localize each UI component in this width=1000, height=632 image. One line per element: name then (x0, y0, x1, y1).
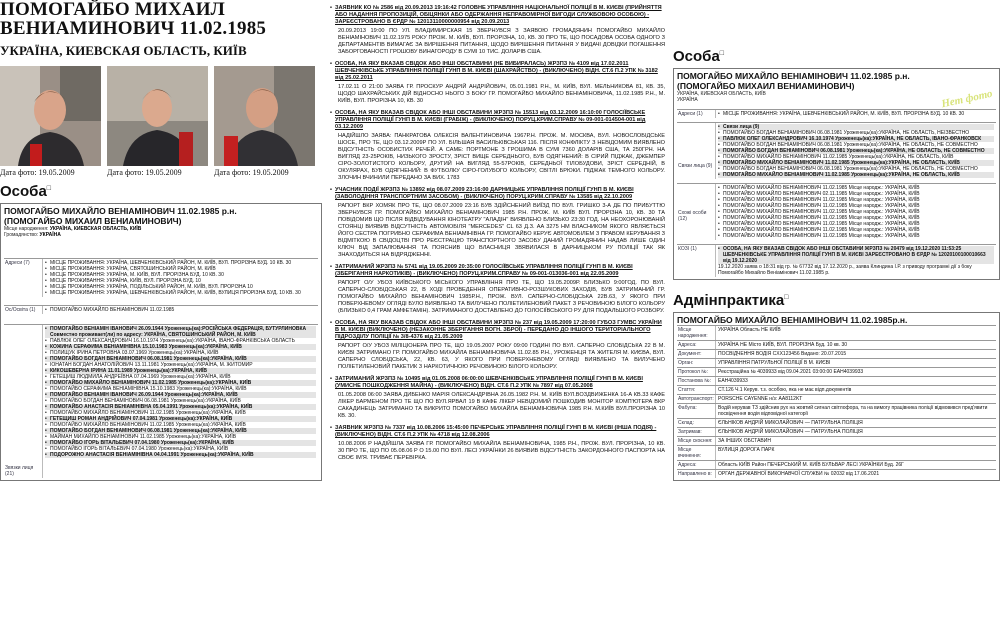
admin-section-title (673, 292, 1000, 309)
admin-row-value: Область КИЇВ Район ПЕЧЕРСЬКИЙ М. КИЇВ БУЛЬВАР ЛЕСІ УКРАЇНКИ Буд. 26Г (715, 461, 996, 469)
left-links-label: Звязки лиця (21) (5, 465, 34, 477)
right-person-alt: (ПОМОГАЙБО МИХАИЛ ВЕНИАМИНОВИЧ) (677, 81, 855, 91)
admin-row (677, 436, 996, 445)
left-citizenship-value: УКРАЇНА (39, 232, 61, 238)
right-address-value (715, 110, 996, 118)
photo-3-caption: Дата фото: 19.05.2009 (214, 168, 289, 177)
left-docs-value (42, 306, 318, 314)
right-link-item[interactable]: • ПОМОГАЙБО БОГДАН ВЕНІАМІНОВИЧ 06.08.1981 Уроженець(ка):УКРАЇНА, НЕ ОБЛАСТЬ, НЕ СОВМЕСТНО (718, 166, 994, 172)
link-item[interactable]: • ПОЛИЩУК ІРИНА ПЕТРОВНА 03.07.1969 Уроженець(ка):УКРАЇНА, КИЇВ (45, 350, 316, 356)
admin-row-value: ЄЛЬНІКОВ АНДРІЙ МИКОЛАЙОВИЧ — ПАТРУЛЬНА ПОЛІЦІЯ (715, 419, 996, 427)
right-link-item[interactable]: • Связи лица (9) (718, 124, 994, 130)
record-body: 10.08.2006 Р НАДІЙШЛА ЗАЯВА ГР. ПОМОГАЙБО МИХАЙЛА ВЕНІАМІНОВИЧА, 1985 Р.Н., ПРОЖ. ВУЛ. ПРОРІЗНА, 10 КВ. 30 ПРО ТЕ, ЩО ПО 05.08.06 Р О 15.00 ПО ВУЛ. ЛЕСІ УКРАЇНКИ 26 ВИЯВИВ ВІДСУТНІСТЬ ЗАКОРДОННОГО ПАСПОРТА НА СВОЄ ІМ'Я. ТРИВАЄ ПЕРЕВІРКА. (338, 441, 665, 461)
admin-row-label: Місце народження: (678, 327, 708, 339)
link-item[interactable]: • КОЖИНА СЕРАФИМА ВЕНІАМІНІВНА 15.10.1983 Уроженець(ка):УКРАЇНА, КИЇВ (45, 344, 316, 350)
link-item[interactable]: • ПОМОГАЙБО МИХАЙЛО ВЕНІАМІНОВИЧ 11.02.1985 Уроженець(ка):УКРАЇНА, КИЇВ (45, 422, 316, 428)
right-person-name: ПОМОГАЙБО МИХАЙЛО ВЕНІАМІНОВИЧ 11.02.1985 р.н. (677, 71, 910, 81)
admin-row-label: Стаття: (678, 387, 696, 393)
link-item[interactable]: • ГЕТЕЩИШ ЛЮДМИЛА АНДРЕЇВНА 07.04.1969 Уроженець(ка):УКРАЇНА, КИЇВ (45, 374, 316, 380)
right-address-row (677, 109, 996, 118)
admin-row-value: УКРАЇНА НЕ Місто КИЇВ, ВУЛ. ПРОРІЗНА Буд. 10 кв. 30 (715, 341, 996, 349)
record-heading[interactable]: • УЧАСНИК ПОДІЇ ЖРЗПЗ № 13892 від 08.07.2009 23:16:00 ДАРНИЦЬКЕ УПРАВЛІННЯ ПОЛІЦІЇ ГУНП В М. КИЄВІ (ЗАВОЛОДІННЯ ТРАНСПОРТНИМ ЗАСОБОМ) - (ВИКЛЮЧЕНО) ПОРУЦ.КРИМ.СПРАВУ № 13585 від 22.10.2009 (330, 187, 665, 201)
link-item[interactable]: • КИКОШЕВЕРНА ІРИНА 11.01.1989 Уроженець(ка):УКРАЇНА, КИЇВ (45, 368, 316, 374)
record-heading[interactable]: • ОСОБА, НА ЯКУ ВКАЗАВ СВІДОК АБО ІНШІ ОБСТАВИНИ (НЕ ВИБИРАЛАСЬ) ЖРЗПЗ № 4109 від 17.02.2011 ШЕВЧЕНКІВСЬКЕ УПРАВЛІННЯ ПОЛІЦІЇ ГУНП В М. КИЄВІ (ШАХРАЙСТВО) - (ВИКЛЮЧЕНО) ВІДН. СТ.6 П.2 УПК № 3182 від 25.02.2011 (330, 61, 665, 82)
left-address-item[interactable]: • МІСЦЕ ПРОЖИВАННЯ: УКРАЇНА, М. КИЇВ, ВУЛ. ПРОРІЗНА БУД. 10 КВ. 30 (45, 272, 316, 278)
record-heading[interactable]: • ЗАТРИМАНИЙ ЖРЗПЗ № 10495 від 01.05.2008 06:00:00 ШЕВЧЕНКІВСЬКЕ УПРАВЛІННЯ ПОЛІЦІЇ ГУНП В М. КИЄВІ (УМИСНЕ ПОШКОДЖЕННЯ МАЙНА) - (ВИКЛЮЧЕНО) ВІДН. СТ.6 П.2 УПК № 7897 від 07.05.2008 (330, 376, 665, 390)
right-link-item[interactable]: • ПАВЛЮК ОЛЕГ ОЛЕКСАНДРОВИЧ 16.10.1974 Уроженець(ка):УКРАЇНА, НЕ ОБЛАСТЬ, ІВАНО-ФРАНКОВСК (718, 136, 994, 142)
admin-row-value: ЕАН4039933 (715, 377, 996, 385)
left-citizenship-row (4, 232, 318, 238)
right-docs-label: Схожі особи (12) (678, 210, 707, 222)
left-docs-row (4, 305, 318, 314)
right-kozi-value (715, 245, 996, 277)
admin-row (677, 349, 996, 358)
kozi-note: 19.12.2020 заява о 18:31 від гр. № 67732 від 17.12.2020 р., заява Клиндина І.Р. з приводу програмні дії з боку Помогайбо Михайло Веніамінович 11.02.1985 р. (718, 264, 972, 276)
left-address-item[interactable]: • МІСЦЕ ПРОЖИВАННЯ: УКРАЇНА, ПОДІЛЬСЬКИЙ РАЙОН, М. КИЇВ, ВУЛ. ПРОРІЗНА 10 (45, 284, 316, 290)
photo-3[interactable] (214, 66, 315, 166)
admin-row-value: ПОСВІДЧЕННЯ ВОДІЯ CXX123456 Видано: 20.07.2015 (715, 350, 996, 358)
left-address-item[interactable]: • МІСЦЕ ПРОЖИВАННЯ: УКРАЇНА, КИЇВ, ВУЛ. ПРОРІЗНА БУД. 10 (45, 278, 316, 284)
link-item[interactable]: • ГЕТЕЩИШ РОМАН АНДРІЙОВИЧ 07.04.1981 Уроженець(ка):УКРАЇНА, КИЇВ (45, 416, 316, 422)
right-link-item[interactable]: • ПОМОГАЙБО БОГДАН ВЕНІАМІНОВИЧ 06.08.1981 Уроженець(ка):УКРАЇНА, НЕ ОБЛАСТЬ, НЕІЗВЕСТНО (718, 130, 994, 136)
admin-row-label: Місце скоєння: (678, 438, 713, 444)
admin-row-label: Місце вчинення: (678, 447, 701, 459)
left-section-marker: □ (46, 185, 52, 192)
photo-2[interactable] (107, 66, 208, 166)
admin-row-value: Водій керував ТЗ здійснив рух на жовтий сигнал світлофора, та на вимогу працівника поліції відмовився пред'явити посвідчення водія відповідної категорії (715, 404, 996, 418)
admin-row-value: УКРАЇНА Область НЕ КИЇВ (715, 326, 996, 340)
left-person-alt: (ПОМОГАЙБО МИХАИЛ ВЕНИАМИНОВИЧ) (4, 216, 182, 226)
left-column (0, 0, 322, 632)
record-heading[interactable]: • ЗАЯВНИК ЖРЗПЗ № 7337 від 10.08.2006 15:45:00 ПЕЧЕРСЬКЕ УПРАВЛІННЯ ПОЛІЦІЇ ГУНП В М. КИЄВІ (ІНША ПОДІЯ) - (ВИКЛЮЧЕНО) ВІДН. СТ.6 П.2 УПК № 4718 від 12.08.2006 (330, 425, 665, 439)
admin-row (677, 418, 996, 427)
left-section-label: Особа (0, 183, 47, 200)
record-entry (330, 5, 665, 56)
similar-person-item[interactable]: • ПОМОГАЙБО МИХАЙЛО ВЕНІАМІНОВИЧ 11.02.1985 Місце народж.: УКРАЇНА, КИЇВ (718, 227, 994, 233)
admin-row-value: ЄЛЬНІКОВ АНДРІЙ МИКОЛАЙОВИЧ — ПАТРУЛЬНА ПОЛІЦІЯ (715, 428, 996, 436)
main-title-line1: ПОМОГАЙБО МИХАИЛ (0, 0, 226, 20)
link-item[interactable]: • ПОДОРОЖНО АНАСТАСІЯ ВЕНІАМІНІВНА 04.04.1991 Уроженець(ка):УКРАЇНА, КИЇВ (45, 452, 316, 458)
photo-2-image (107, 66, 208, 166)
record-entry (330, 376, 665, 420)
record-entry (330, 187, 665, 259)
photo-1-caption: Дата фото: 19.05.2009 (0, 168, 75, 177)
similar-person-item[interactable]: • ПОМОГАЙБО МИХАЙЛО ВЕНІАМІНОВИЧ 11.02.1985 Місце народж.: УКРАЇНА, КИЇВ (718, 209, 994, 215)
left-docs-label: Ос/Освіта (1) (5, 307, 36, 313)
left-section-title (0, 183, 322, 200)
right-address-item[interactable]: • МІСЦЕ ПРОЖИВАННЯ: УКРАЇНА, ШЕВЧЕНКІВСЬКИЙ РАЙОН, М. КИЇВ, ВУЛ. ПРОРІЗНА БУД. 10 КВ. 30 (718, 111, 994, 117)
photo-block-2 (107, 66, 208, 177)
link-item[interactable]: • ПОМОГАЙБО ВЕНІАМІН ІВАНОВИЧ 26.09.1944 Уроженець(ка):РОСІЙСЬКА ФЕДЕРАЦІЯ, БУТУРЛИНОВКА Совместно проживает(ли) по адресу: УКРАЇНА, СВЯТОШИНСЬКИЙ РАЙОН, М. КИЇВ (45, 326, 316, 338)
record-entry (330, 320, 665, 371)
photo-1[interactable] (0, 66, 101, 166)
right-kozi-row (677, 244, 996, 277)
record-body: 20.09.2013 19:00 ПО УЛ. ВЛАДИМИРСКАЯ 15 ЗВЕРНУВСЯ З ЗАЯВОЮ ГРОМАДЯНИН ПОМОГАЙБО МИХАЙЛО ВЕНІАМІНОВИЧ 11.02.1975 РОКУ ПРОЖ. М. КИЇВ, ВУЛ. ПРОРІЗНА, 10, КВ. 30 ПРО ТЕ, ЩО ПОСАДОВА ОСОБА ОДНОГО З ДЕПАРТАМЕНТІВ ВИМАГАЄ ЗА ВИРІШЕННЯ ПИТАННЯ, ЩОДО ВИРІШЕННЯ ПИТАННЯ У ВИДАЧІ ДОВІДКИ ПОГАШЕННЯ ЗАБОРГОВАНОСТІ ГРОШОВУ ВИНАГОРОДУ В СУМІ 10 ТИС. ДОЛАРІВ США. (338, 28, 665, 55)
record-body: 17.02.11 О 21:00 ЗАЯВА ГР. ПРОСКУР АНДРІЙ АНДРІЙОВИЧ, 05.01.1981 Р.Н., М. КИЇВ, ВУЛ. МЕЛЬНИКОВА 81, КВ. 35, ЩОДО ШАХРАЙСЬКИХ ДІЙ ВІДНОСНО НЬОГО З БОКУ ГР. ПОМОГАЙБО МИХАЙЛО ВЕНІАМІНОВИЧА, 11.02.1985 Р.Н., М. КИЇВ, ВУЛ. ПРОРІЗНА 10, КВ. 30 (338, 84, 665, 104)
record-body: РАПОРТ ВКР ХОМЯК ПРО ТЕ, ЩО 08.07.2009 23:16 БУВ ЗДІЙСНЕНИЙ ВИЇЗД ПО ВУЛ. ГРИШКО 3-А ДЕ ПО ПРИБУТТЮ ЗВЕРНУВСЯ ГР. ПОМОГАЙБО МИХАЙЛО ВЕНІАМІНОВИЧ 1985 Р.Н. ПРОЖ. М. КИЇВ ВУЛ. ПРОРІЗНА 10, КВ. 30 ТА ПОВІДОМИВ ЩО ПІСЛЯ ВІДВІДУВАННЯ КІНОТЕАТРУ "АЛАДІН" ВИЯВЛЕНО БЛИЗЬКО 23:30 ГОД. НА НЕОХОРОНЮВАНІЙ СТОЯНЦІ ВИЯВИВ ВІДСУТНІСТЬ АВТОМОБІЛЯ "MERCEDES" СL 63 Д.З. AA 3275 НМ ВЛАСНИКОМ ЯКОГО ЯВЛЯЄТЬСЯ ЙОГО СЕСТРА ПОГРИБНО СЕРАФИМА ВЕНІАМІНІВНА ГР. ПОМОГАЙБО КЕРУЄ АВТОМОБІЛЕМ З ПРАВОМ КЕРУВАННЯ З ВІДМІТКОЮ В СВІДОЦТВІ ПРО РЕЄСТРАЦІЮ ТРАНСПОРТНОГО ЗАСОБУ ДАНИЙ ГРОМАДЯНИН НАДАВ ЛИШЕ ОДИН КЛЮЧ ВІД ЗАПАЛЮВАННЯ ТА ПОЯСНИВ ЩО ВЛАСНИЦЯ ЗВЯВИЛАСЯ В ДАРНИЦЬКОМ РУ ПОЛІЦІЇ ТАК ЯК ЗНАХОДИТЬСЯ НА ВІДРЯДЖЕННІ. (338, 203, 665, 258)
left-address-item[interactable]: • МІСЦЕ ПРОЖИВАННЯ: УКРАЇНА, СВЯТОШИНСЬКИЙ РАЙОН, М. КИЇВ (45, 266, 316, 272)
admin-row-value: ОРГАН ДЕРЖАВНОЇ ВИКОНАВЧОЇ СЛУЖБИ № 02032 від 17.06.2021 (715, 470, 996, 478)
admin-person-name: ПОМОГАЙБО МИХАЙЛО ВЕНІАМІНОВИЧ 11.02.1985р.н. (677, 315, 908, 325)
right-section-title (673, 48, 1000, 65)
record-heading[interactable]: • ОСОБА, НА ЯКУ ВКАЗАВ СВІДОК АБО ІНШІ ОБСТАВИНИ ЖРЗПЗ № 15513 від 03.12.2009 16:10:00 ГОЛОСІЇВСЬКЕ УПРАВЛІННЯ ПОЛІЦІЇ ГУНП В М. КИЄВІ (ГРАБІЖ) - (ВИКЛЮЧЕНО) ПОРУЦ.КРИМ.СПРАВУ № 09-001-014504-001 від 03.12.2009 (330, 110, 665, 131)
similar-person-item[interactable]: • ПОМОГАЙБО МИХАЙЛО ВЕНІАМІНОВИЧ 11.02.1985 Місце народж.: УКРАЇНА, КИЇВ (718, 215, 994, 221)
admin-card (673, 312, 1000, 481)
record-body: НАДІЙШЛО ЗАЯВА: ПАНКРАТОВА ОЛЕКСІЯ ВАЛЕНТИНОВИЧА 1967Р.Н. ПРОЖ. М. МОСКВА, ВУЛ. НОВОСЛОБІДСЬКЕ ШОСЕ, ПРО ТЕ, ЩО 03.12.2009Р ПО УЛ. БІЛЬШАЯ ВАСИЛЬКІВСЬКАЯ 116. ПІСЛЯ КОНФЛІКТУ З НЕВІДОМИМ ВИЯВЛЕНО ВІДСУТНІСТЬ ОСОБИСТИХ РЕЧЕЙ. А САМЕ: ПОРТМОНЕ З ГРОШИМА В СУМІ 7360 ДОЛАРІВ США, ТА 250ГРН. НА ВИГЛЯД 23-25РОКІВ, НИЗЬКОГО ЗРОСТУ, ЗРІСТ ВИЩЕ СЕРЕДНЬОГО, БУВ ОДЯГНЕНИЙ: В СІРИЙ ПІДЖАК, ДЖЕМПЕР СІРО-ЗОЛОТИСТОГО КОЛЬОРУ, ДРУГИЙ НА ВИГЛЯД 55-57РОКІВ, СЕРЕДНЬОЇ ТІЛОБУДОВИ, ЗРІСТ СЕРЕДНІЙ, В ОКУЛЯРАХ, БУВ ОДЯГНЕНИЙ: В ФУТБОЛКУ СІРО-ГОЛУБОГО КОЛЬОРУ, СВІТЛІ БРЮКИ. ПІДЖАК ТЕМНОГО КОЛЬОРУ. ЗЛОЧИН ВЧИНИЛИ ПЕРЕДАНО ЗА ВИХ. 1783 (338, 133, 665, 181)
record-heading[interactable]: • ОСОБА, НА ЯКУ ВКАЗАВ СВІДОК АБО ІНШІ ОБСТАВИНИ ЖРЗПЗ № 237 від 19.05.2009 17:20:00 ГУБОЗ ГУМВС УКРАЇНИ В М. КИЄВІ (ВИКЛЮЧЕНО) (НЕЗАКОННЕ ЗБЕРІГАННЯ ВОГН. ЗБРОЇ) - ПЕРЕДАНО ДО ІНШОГО ТЕРИТОРІАЛЬНОГО ПІДРОЗДІЛУ ПОЛІЦІЇ № 3/8-4376 від 21.05.2009 (330, 320, 665, 341)
photo-2-caption: Дата фото: 19.05.2009 (107, 168, 182, 177)
right-link-item[interactable]: • ПОМОГАЙБО МИХАЙЛО ВЕНІАМІНОВИЧ 11.02.1985 Уроженець(ка):УКРАЇНА, НЕ ОБЛАСТЬ, КИЇВ (718, 154, 994, 160)
admin-row (677, 385, 996, 394)
left-address-list (42, 259, 318, 297)
left-person-card (0, 203, 322, 481)
photo-strip (0, 66, 322, 177)
admin-row-label: Протокол №: (678, 369, 709, 375)
admin-row-label: Направлено в: (678, 471, 712, 477)
left-links-row (4, 324, 318, 478)
photo-block-1 (0, 66, 101, 177)
link-item[interactable]: • ПАВЛЮК ОЛЕГ ОЛЕКСАНДРОВИЧ 16.10.1974 Уроженець(ка):УКРАЇНА, ІВАНО-ФРАНКІВСЬКА ОБЛАСТЬ (45, 338, 316, 344)
admin-row-label: Постанова №: (678, 378, 711, 384)
main-title-line2: ВЕНИАМИНОВИЧ 11.02.1985 (0, 18, 267, 39)
admin-row-value: ЗА ІНШИХ ОБСТАВИН (715, 437, 996, 445)
link-item[interactable]: • ПОМОГАЙБО АНАСТАСІЯ ВЕНІАМІНІВНА 05.04.1991 Уроженець(ка):УКРАЇНА, КИЇВ (45, 404, 316, 410)
record-entry (330, 264, 665, 315)
admin-row (677, 460, 996, 469)
similar-person-item[interactable]: • ПОМОГАЙБО МИХАЙЛО ВЕНІАМІНОВИЧ 11.02.1985 Місце народж.: УКРАЇНА, КИЇВ (718, 221, 994, 227)
photo-block-3 (214, 66, 315, 177)
admin-row-label: Адреса: (678, 462, 697, 468)
no-photo-watermark: Нет фото (940, 87, 994, 111)
admin-row (677, 403, 996, 418)
admin-row-value: УПРАВЛІННЯ ПАТРУЛЬНОЇ ПОЛІЦІЇ В М. КИЄВІ (715, 359, 996, 367)
right-birth-value: УКРАЇНА, КИЕВСКАЯ ОБЛАСТЬ, КИЇВ (677, 91, 766, 97)
right-kozi-label: КОЗІ (1) (678, 246, 697, 252)
left-docs-item[interactable]: • ПОМОГАЙБО МИХАЙЛО ВЕНІАМІНОВИЧ 11.02.1985 (45, 307, 316, 313)
admin-row (677, 394, 996, 403)
right-link-item[interactable]: • ПОМОГАЙБО МИХАЙЛО ВЕНІАМІНОВИЧ 11.02.1985 Уроженець(ка):УКРАЇНА, НЕ ОБЛАСТЬ, КИЇВ (718, 160, 994, 166)
admin-row-value: СТ.126 Ч.1 Керув. т.з. особою, яка не має відп.документів (715, 386, 996, 394)
left-links-list (42, 325, 318, 478)
similar-person-item[interactable]: • ПОМОГАЙБО МИХАЙЛО ВЕНІАМІНОВИЧ 02.11.1985 Місце народж.: УКРАЇНА, КИЇВ (718, 191, 994, 197)
record-body: 01.05.2008 06:00 ЗАЯВА ДИБЕНКО МАРІЯ ОЛЕКСАНДРІВНА 26.05.1982 Р.Н. М. КИЇВ ВУЛ.ВОЗДВИЖЕНКА 16-А КВ.33 КАФЕ ЛІКЕР БАРМЕНОМ ПРО ТЕ ЩО ПО ВУЛ.ЯРВАЛ 19 В КАФЕ ЛІКЕР НЕВІДОМИЙ ПОШКОДИВ МОНІТОР КОМП'ЮТЕРА ВКР САКАДИНЕЦЬ ЗАТРИМАНО ТА ВИКРИТО ПОМОГАЙБО МИХАЙЛА ВЕНІАМІНОВИЧА 1985 Р.Н. М.КИЇВ ВУЛ.ПРОРІЗНА 10 КВ. 30. (338, 392, 665, 419)
link-item[interactable]: • ПОМОГАЙБО БОГДАН ВЕНІАМІНОВИЧ 06.08.1981 Уроженець(ка):УКРАЇНА, КИЇВ (45, 356, 316, 362)
link-item[interactable]: • ПОМОГАЙБО ВЕНІАМІН ІВАНОВИЧ 26.09.1944 Уроженець(ка):УКРАЇНА, КИЇВ (45, 392, 316, 398)
right-link-item[interactable]: • ПОМОГАЙБО МИХАЙЛО ВЕНІАМІНОВИЧ 11.02.1985 Уроженець(ка):УКРАЇНА, НЕ ОБЛАСТЬ, КИЇВ (718, 172, 994, 178)
photo-3-image (214, 66, 315, 166)
link-item[interactable]: • ПОМОГАЙБО ІГОРЬ ВІТАЛЬЕВИЧ 07.04.1980 Уроженець(ка):УКРАЇНА, КИЇВ (45, 446, 316, 452)
record-entry (330, 61, 665, 105)
admin-row-value: PORSCHE CAYENNE н/з: AA8112KТ (715, 395, 996, 403)
admin-row (677, 427, 996, 436)
record-body: РАПОРТ О/У УБОЗ КИЇВСЬКОГО МІСЬКОГО УПРАВЛІННЯ ПРО ТЕ, ЩО 19.05.2009Р. БЛИЗЬКО 9:00ГОД. ПО ВУЛ. САПЕРНО-СЛОБІДСЬКАЯ 22, В ХОДІ ПРОВЕДЕННЯ ОПЕРАТИВНО-РОЗШУКОВИХ ЗАХОДІВ, БУВ ЗАТРИМАНИЙ ГР. ПОМОГАЙБО МИХАЙЛО ВЕНІАМІНОВИЧ 1985Р.Н., ПРОЖ. ВУЛ. САПЕРНО-СЛОБІДСЬКА 22В.63, У ЯКОГО ПРИ ПОВЕРХНЕВОМУ ОГЛЯДІ БУЛО ВИЯВЛЕНО ТА ВИЛУЧЕНО ПОЛІЕТИЛЕНОВИЙ ПАКЕТ З РЕЧОВИНОЮ БІЛОГО КОЛЬОРУ (БЛИЗЬКО 0,4 ГРАМ АМФЕТАМІН). ЗАТРИМАНОГО ДОСТАВЛЕНО ДО ГОЛОСІЇВСЬКОГО РУ ДЛЯ ПОДАЛЬШОГО РОЗБОРУ. (338, 280, 665, 314)
right-docs-row (677, 183, 996, 240)
right-section-label: Особа (673, 48, 720, 65)
right-section-marker: □ (719, 50, 725, 57)
link-item[interactable]: • ПОМОГАЙБО БОГДАН ВЕНІАМІНОВИЧ 06.08.1981 Уроженець(ка):УКРАЇНА, КИЇВ (45, 398, 316, 404)
kozi-item[interactable]: • ОСОБА, НА ЯКУ ВКАЗАВ СВІДОК АБО ІНШІ ОБСТАВИНИ ЖРЗПЗ № 20479 від 19.12.2020 11:53:25 ШЕВЧЕНКІВСЬКЕ УПРАВЛІННЯ ПОЛІЦІЇ ГУНП В М. КИЄВІ ЗАРЕЄСТРОВАНО В ЄРДР № 12020100100010663 від 19.12.2020 (718, 246, 994, 264)
admin-row-label: Затримав: (678, 429, 702, 435)
admin-row-label: Автотранспорт: (678, 396, 714, 402)
left-address-row (4, 258, 318, 297)
right-docs-list (715, 184, 996, 240)
right-links-label: Связи лица (9) (678, 163, 713, 169)
right-column (673, 0, 1000, 632)
admin-row-label: Склад: (678, 420, 694, 426)
similar-person-item[interactable]: • ПОМОГАЙБО МИХАЙЛО ВЕНІАМІНОВИЧ 11.02.1985 Місце народж.: УКРАЇНА, КИЇВ (718, 233, 994, 239)
left-birth-value: УКРАЇНА, КИЕВСКАЯ ОБЛАСТЬ, КИЇВ (49, 226, 142, 232)
admin-row (677, 325, 996, 340)
link-item[interactable]: • МАЙМАН МИХАЙЛО ВЕНІАМІНОВИЧ 11.02.1985 Уроженець(ка):УКРАЇНА, КИЇВ (45, 434, 316, 440)
admin-section-label: Адмінпрактика (673, 292, 785, 309)
admin-row (677, 367, 996, 376)
left-address-item[interactable]: • МІСЦЕ ПРОЖИВАННЯ: УКРАЇНА, ШЕВЧЕНКІВСЬКИЙ РАЙОН, М. КИЇВ, ВУЛ. ПРОРІЗНА БУД. 10 КВ. 30 (45, 260, 316, 266)
link-item[interactable]: • ПОМОГАЙБО СЕРАФИМА ВЕНІАМІНІВНА 15.10.1983 Уроженець(ка):УКРАЇНА, КИЇВ (45, 386, 316, 392)
similar-person-item[interactable]: • ПОМОГАЙБО МИХАЙЛО ВЕНІАМІНОВИЧ 11.02.1985 Місце народж.: УКРАЇНА, КИЇВ (718, 203, 994, 209)
link-item[interactable]: • ПОМОГАЙБО БОГДАН ВЕНІАМІНОВИЧ 06.08.1981 Уроженець(ка):УКРАЇНА, КИЇВ (45, 428, 316, 434)
record-heading[interactable]: • ЗАТРИМАНИЙ ЖРЗПЗ № 5741 від 19.05.2009 20:35:00 ГОЛОСІЇВСЬКЕ УПРАВЛІННЯ ПОЛІЦІЇ ГУНП В М. КИЄВІ (ЗБЕРІГАННЯ НАРКОТИКІВ) - (ВИКЛЮЧЕНО) ПОРУЦ.КРИМ.СПРАВУ № 09-001-013036-001 від 22.05.2009 (330, 264, 665, 278)
link-item[interactable]: • ІОНАТАН БОГДАН АНАТОЛІЙОВИЧ 13.11.1981 Уроженець(ка):УКРАЇНА, М. ЖИТОМИР (45, 362, 316, 368)
right-link-item[interactable]: • ПОМОГАЙБО БОГДАН ВЕНІАМІНОВИЧ 06.08.1981 Уроженець(ка):УКРАЇНА, НЕ ОБЛАСТЬ, НЕ СОВМЕСТНО (718, 148, 994, 154)
right-person-card (673, 68, 1000, 280)
record-heading[interactable]: • ЗАЯВНИК КО № 2586 від 20.09.2013 19:16:42 ГОЛОВНЕ УПРАВЛІННЯ НАЦІОНАЛЬНОЇ ПОЛІЦІЇ В М. КИЄВІ (ПРИЙНЯТТЯ АБО НАДАННЯ ПРОПОЗИЦІЙ, ОБІЦЯНКИ АБО ОДЕРЖАННЯ НЕПРАВОМІРНОЇ ВИГОДИ СЛУЖБОВОЮ ОСОБОЮ) - ЗАРЕЄСТРОВАНО В ЄРДР № 12013110000000954 від 20.09.2013 (330, 5, 665, 26)
admin-row-value: Реєстраційна № 4039933 від 09.04.2021 03:00:00 ЕАН4039933 (715, 368, 996, 376)
middle-column (330, 0, 665, 632)
right-links-row (677, 122, 996, 179)
similar-person-item[interactable]: • ПОМОГАЙБО МИХАЙЛО ВЕНІАМІНОВИЧ 11.02.1985 Місце народж.: УКРАЇНА, КИЇВ (718, 185, 994, 191)
record-entry (330, 425, 665, 462)
right-address-label: Адреси (1) (678, 111, 703, 117)
link-item[interactable]: • ПОМОГАЙБО ІГОРЬ ВІТАЛЬЕВИЧ 07.04.1980 Уроженець(ка):УКРАЇНА, КИЇВ (45, 440, 316, 446)
admin-row (677, 445, 996, 460)
right-links-list (715, 123, 996, 179)
admin-row-value: ВУЛИЦЯ ДОРОГА ПАРК (715, 446, 996, 460)
admin-row-label: Фабула: (678, 405, 697, 411)
admin-section-marker: □ (784, 294, 789, 301)
record-entry (330, 110, 665, 182)
right-link-item[interactable]: • ПОМОГАЙБО БОГДАН ВЕНІАМІНОВИЧ 06.08.1981 Уроженець(ка):УКРАЇНА, НЕ ОБЛАСТЬ, НЕ СОВМЕСТНО (718, 142, 994, 148)
left-person-name: ПОМОГАЙБО МИХАЙЛО ВЕНІАМІНОВИЧ 11.02.1985 р.н. (4, 206, 237, 216)
right-citizenship-value: УКРАЇНА (677, 97, 698, 103)
photo-1-image (0, 66, 101, 166)
admin-row-label: Документ: (678, 351, 702, 357)
link-item[interactable]: • ПОМОГАЙБО МИХАЙЛО ВЕНІАМІНОВИЧ 11.02.1985 Уроженець(ка):УКРАЇНА, КИЇВ (45, 380, 316, 386)
left-citizenship-label: Громадянство: (4, 232, 39, 238)
similar-person-item[interactable]: • ПОМОГАЙБО МИХАЙЛО ВЕНІАМІНОВИЧ 11.02.1985 Місце народж.: УКРАЇНА, КИЇВ (718, 197, 994, 203)
main-place: УКРАЇНА, КИЕВСКАЯ ОБЛАСТЬ, КИЇВ (0, 43, 247, 58)
admin-row-label: Орган: (678, 360, 694, 366)
admin-row (677, 469, 996, 478)
left-address-label: Адреси (7) (5, 260, 30, 266)
admin-row-label: Адреса: (678, 342, 697, 348)
admin-row (677, 358, 996, 367)
record-body: РАПОРТ О/У УБОЗ МІЛІЦІОНЕРА ПРО ТЕ, ЩО 19.05.2007 РОКУ 09:00 ГОДИНІ ПО ВУЛ. САПЕРНО СЛОБІДСЬКА 22 В М. КИЄВІ ЗАТРИМАНО ГР. ПОМОГАЙБО МИХАЙЛА ВЕНІАМІНОВИЧА 11.02.85 Р.Н., УРОЖЕНЦЯ ТА ЖИТЕЛЯ М. КИЄВА, ВУЛ. САПЕРНО СЛОБІДСЬКА, 22, КВ. 63, У ЯКОГО ПРИ ПОВЕРХНЕВОМУ ОГЛЯДІ ВИЯВЛЕНО ТА ВИЛУЧЕНО ПОЛІЕТИЛЕНОВИЙ ПАКЕТИК З НАРКОТИЧНОЮ РЕЧОВИНОЮ БІЛОГО КОЛЬОРУ. (338, 343, 665, 370)
admin-row (677, 376, 996, 385)
link-item[interactable]: • ПОМОГАЙБО МИХАЙЛО ВЕНІАМІНОВИЧ 11.02.1985 Уроженець(ка):УКРАЇНА, КИЇВ (45, 410, 316, 416)
left-birth-label: Місце народження: (4, 226, 49, 232)
left-address-item[interactable]: • МІСЦЕ ПРОЖИВАННЯ: УКРАЇНА, ШЕВЧЕНКІВСЬКИЙ РАЙОН, М. КИЇВ, ВУЛИЦЯ ПРОРІЗНА БУД. 10 КВ. 30 (45, 290, 316, 296)
admin-row (677, 340, 996, 349)
